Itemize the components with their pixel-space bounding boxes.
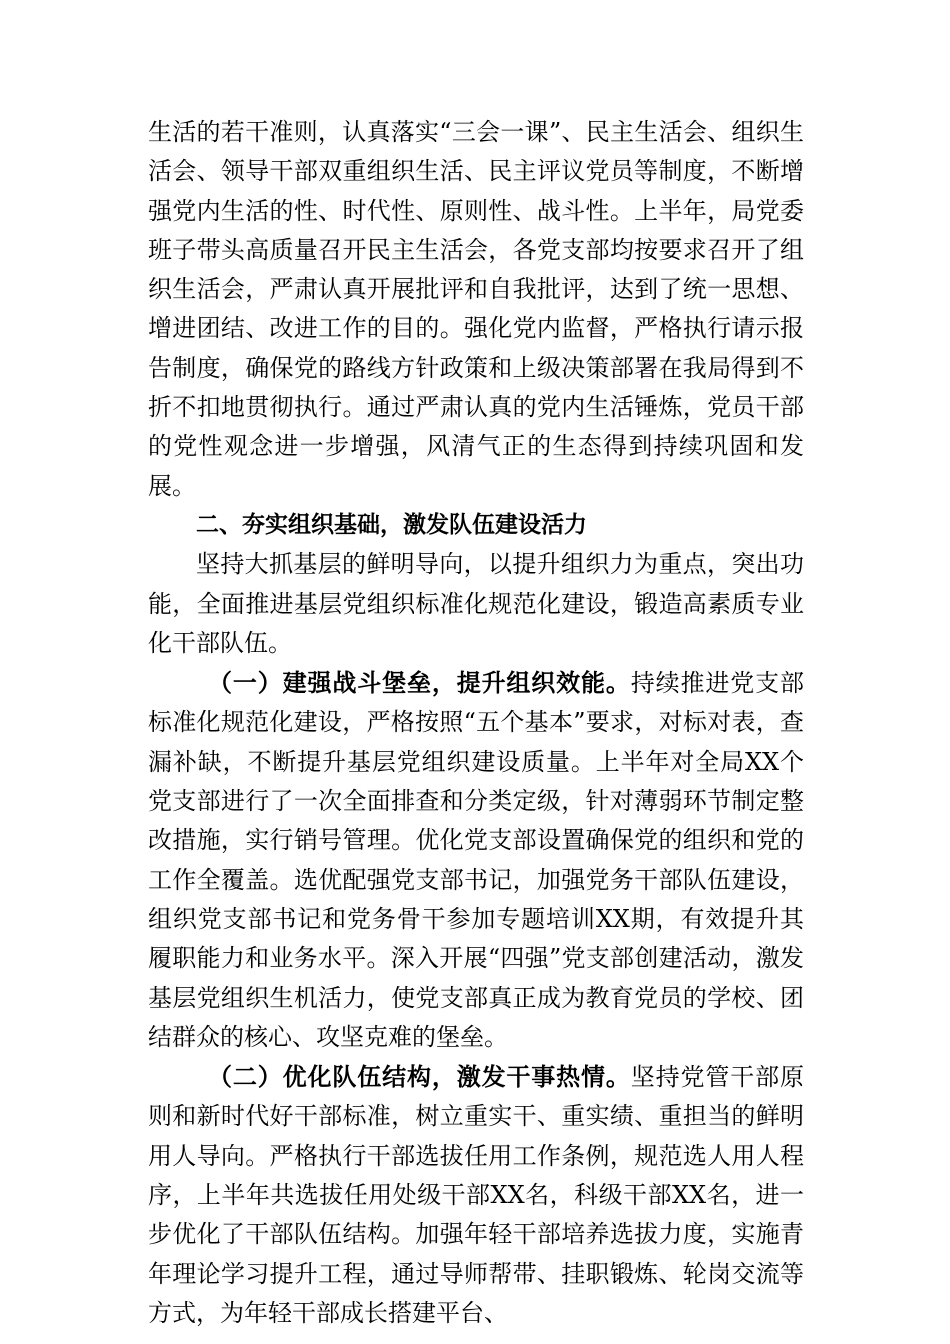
paragraph-section-intro: 坚持大抓基层的鲜明导向，以提升组织力为重点，突出功能，全面推进基层党组织标准化规范化建设，锻造高素质专业化干部队伍。 [148,550,804,657]
subsection-1-body: 持续推进党支部标准化规范化建设，严格按照“五个基本”要求，对标对表，查漏补缺，不断提升基层党组织建设质量。上半年对全局XX个党支部进行了一次全面排查和分类定级，针对薄弱环节制定整改措施，实行销号管理。优化党支部设置确保党的组织和党的工作全覆盖。选优配强党支部书记，加强党务干部队伍建设，组织党支部书记和党务骨干参加专题培训XX期，有效提升其履职能力和业务水平。深入开展“四强”党支部创建活动，激发基层党组织生机活力，使党支部真正成为教育党员的学校、团结群众的核心、攻坚克难的堡垒。 [148,669,804,1051]
subsection-2-lead: （二）优化队伍结构，激发干事热情。 [208,1062,631,1092]
subsection-2-body: 坚持党管干部原则和新时代好干部标准，树立重实干、重实绩、重担当的鲜明用人导向。严格执行干部选拔任用工作条例，规范选人用人程序，上半年共选拔任用处级干部XX名，科级干部XX名，进一步优化了干部队伍结构。加强年轻干部培养选拔力度，实施青年理论学习提升工程，通过导师帮带、挂职锻炼、轮岗交流等方式，为年轻干部成长搭建平台、 [148,1063,804,1327]
paragraph-subsection-2 [148,1057,804,1333]
paragraph-party-life: 生活的若干准则，认真落实“三会一课”、民主生活会、组织生活会、领导干部双重组织生活、民主评议党员等制度，不断增强党内生活的性、时代性、原则性、战斗性。上半年，局党委班子带头高质量召开民主生活会，各党支部均按要求召开了组织生活会，严肃认真开展批评和自我批评，达到了统一思想、增进团结、改进工作的目的。强化党内监督，严格执行请示报告制度，确保党的路线方针政策和上级决策部署在我局得到不折不扣地贯彻执行。通过严肃认真的党内生活锤炼，党员干部的党性观念进一步增强，风清气正的生态得到持续巩固和发展。 [148,118,804,500]
section-heading-2: 二、夯实组织基础，激发队伍建设活力 [196,511,587,538]
subsection-1-lead: （一）建强战斗堡垒，提升组织效能。 [208,668,631,698]
document-page [148,113,804,1333]
paragraph-subsection-1 [148,663,804,1057]
